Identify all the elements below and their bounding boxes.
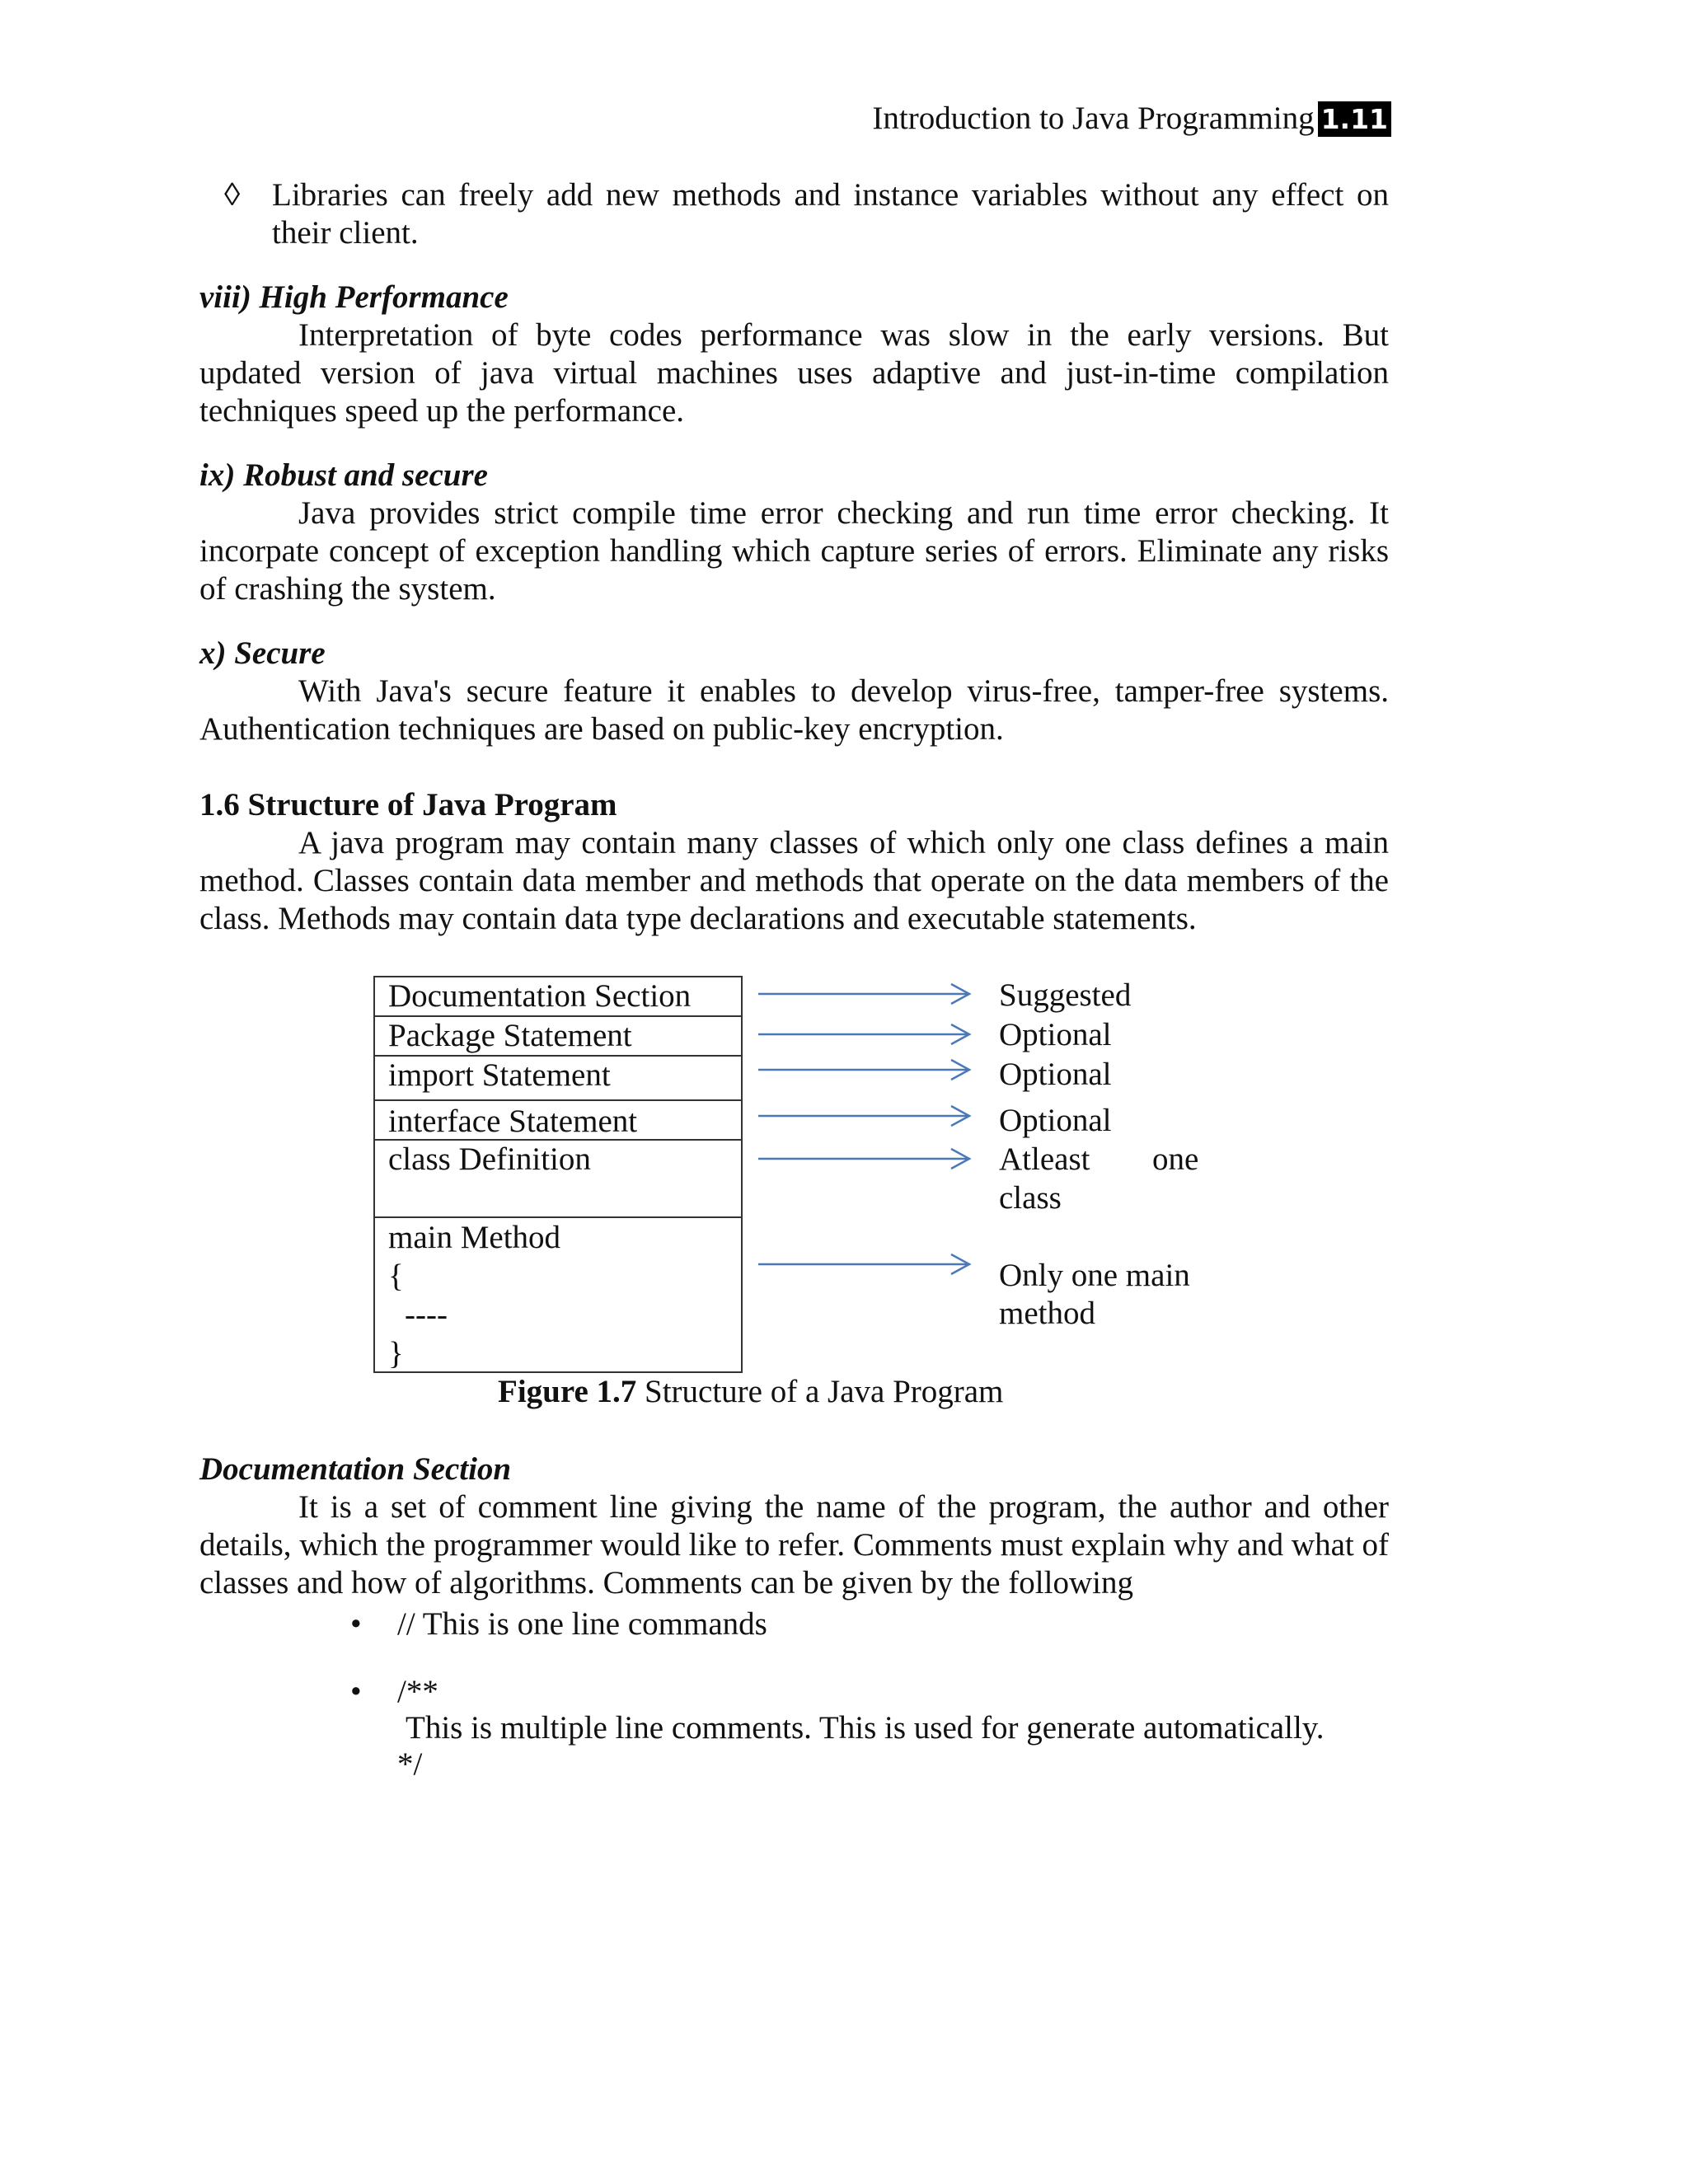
diagram-arrows: [750, 972, 981, 1286]
label-suggested: Suggested: [999, 977, 1132, 1013]
import-statement-label: import Statement: [388, 1057, 611, 1093]
package-statement-label: Package Statement: [388, 1018, 632, 1053]
bullet-dot-icon: •: [350, 1674, 362, 1709]
robust-paragraph: Java provides strict compile time error checking and run time error checking. It incorpate concept of exception handling which capture series of errors. Eliminate any risks of crashing the system.: [199, 495, 1389, 607]
figure-caption: [498, 1373, 1003, 1411]
comment-single-line: // This is one line commands: [397, 1606, 767, 1642]
figure-number: Figure 1.7: [498, 1374, 637, 1409]
interface-statement-box: [373, 1099, 743, 1141]
structure-paragraph: A java program may contain many classes of which only one class defines a main method. Classes contain data member and methods that operate on the data members of the class. Methods may contain data type declarations and executable statements.: [199, 825, 1389, 936]
label-method: method: [999, 1296, 1095, 1331]
figure-title: Structure of a Java Program: [636, 1374, 1004, 1409]
documentation-heading: Documentation Section: [199, 1451, 512, 1487]
interface-statement-label: interface Statement: [388, 1104, 638, 1139]
class-definition-label: class Definition: [388, 1141, 591, 1177]
label-atleast-one: one: [1152, 1141, 1199, 1177]
import-statement-box: [373, 1055, 743, 1101]
running-header: [872, 97, 1391, 141]
diamond-bullet-icon: ◊: [224, 177, 241, 213]
libraries-paragraph: Libraries can freely add new methods and instance variables without any effect on their client.: [272, 177, 1389, 251]
arrow-package: [758, 1024, 969, 1044]
high-performance-heading: viii) High Performance: [199, 279, 509, 315]
main-method-label: main Method: [388, 1220, 561, 1255]
main-body-dashes: ----: [405, 1297, 448, 1333]
header-title: Introduction to Java Programming: [872, 101, 1315, 136]
label-optional-import: Optional: [999, 1057, 1112, 1092]
label-atleast: Atleast: [999, 1141, 1090, 1177]
label-only-one-main: Only one main: [999, 1258, 1190, 1293]
main-open-brace: {: [388, 1258, 404, 1294]
page-number: 1.11: [1318, 101, 1391, 137]
arrow-main: [758, 1254, 969, 1274]
secure-heading: x) Secure: [199, 635, 326, 671]
main-close-brace: }: [388, 1336, 404, 1371]
documentation-section-box: [373, 976, 743, 1017]
arrow-import: [758, 1060, 969, 1080]
high-performance-paragraph: Interpretation of byte codes performance was slow in the early versions. But updated version of java virtual machines uses adaptive and just-in-time compilation techniques speed up the performance.: [199, 317, 1389, 429]
label-atleast-class: class: [999, 1180, 1062, 1216]
robust-heading: ix) Robust and secure: [199, 457, 488, 493]
bullet-dot-icon: •: [350, 1606, 362, 1642]
main-method-box: [373, 1216, 743, 1373]
documentation-section-label: Documentation Section: [388, 978, 692, 1014]
secure-paragraph: With Java's secure feature it enables to develop virus-free, tamper-free systems. Authentication techniques are based on public-key encryption.: [199, 673, 1389, 747]
package-statement-box: [373, 1015, 743, 1057]
class-definition-box: [373, 1139, 743, 1218]
arrow-interface: [758, 1106, 969, 1126]
comment-multiline-text: This is multiple line comments. This is used for generate automatically.: [406, 1710, 1325, 1746]
structure-heading: 1.6 Structure of Java Program: [199, 787, 617, 823]
comment-open: /**: [397, 1674, 438, 1709]
label-optional-package: Optional: [999, 1017, 1112, 1052]
arrow-documentation: [758, 984, 969, 1004]
documentation-paragraph: It is a set of comment line giving the name of the program, the author and other details, which the programmer would like to refer. Comments must explain why and what of classes and how of algorithms. Comments can be given by the following: [199, 1489, 1389, 1601]
comment-close: */: [397, 1746, 423, 1782]
arrow-class: [758, 1149, 969, 1169]
label-optional-interface: Optional: [999, 1103, 1112, 1138]
